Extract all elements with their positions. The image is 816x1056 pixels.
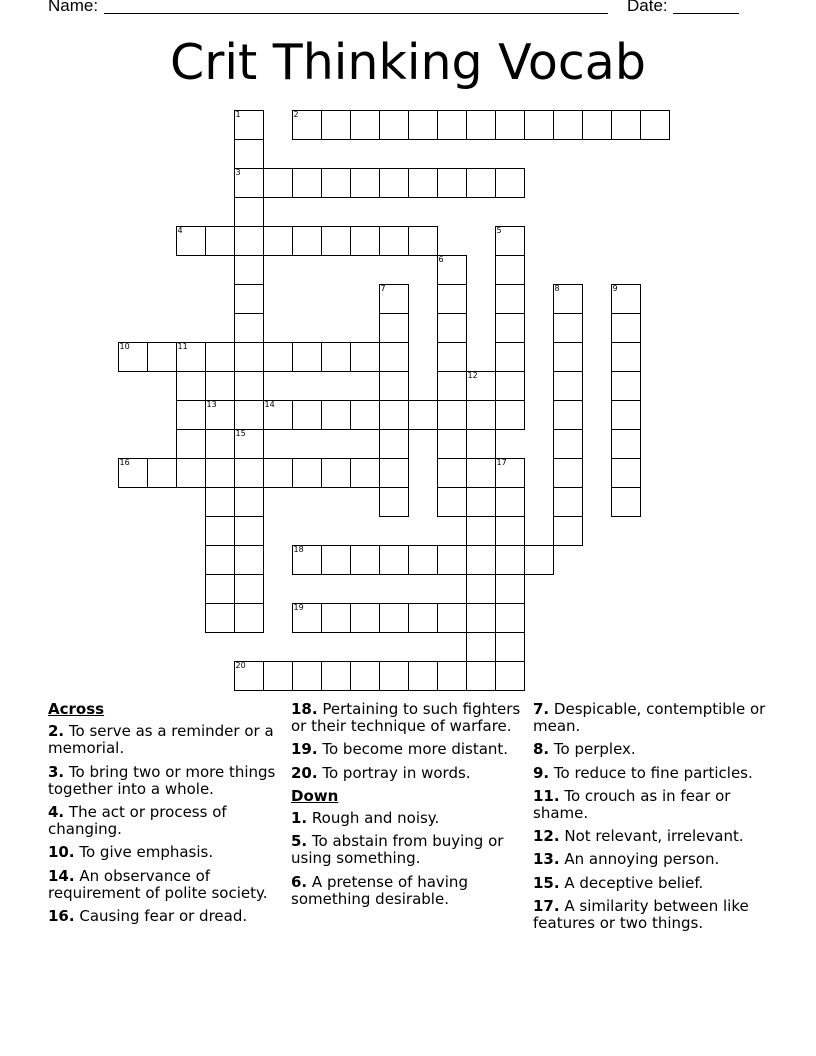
crossword-cell[interactable] — [437, 603, 467, 633]
clue-number: 1 — [235, 109, 241, 119]
crossword-cell[interactable] — [350, 168, 380, 198]
crossword-cell[interactable] — [321, 226, 351, 256]
crossword-cell[interactable] — [379, 603, 409, 633]
crossword-cell[interactable] — [292, 661, 322, 691]
crossword-cell[interactable] — [321, 661, 351, 691]
crossword-cell[interactable] — [176, 342, 206, 372]
crossword-cell[interactable] — [379, 545, 409, 575]
crossword-cell[interactable] — [263, 458, 293, 488]
across-clue: 10. To give emphasis. — [48, 843, 214, 862]
crossword-cell[interactable] — [611, 371, 641, 401]
crossword-cell[interactable] — [495, 487, 525, 517]
crossword-cell[interactable] — [350, 226, 380, 256]
crossword-cell[interactable] — [437, 545, 467, 575]
across-clue: 20. To portray in words. — [291, 763, 471, 782]
crossword-cell[interactable] — [350, 400, 380, 430]
clue-number: 4 — [177, 225, 183, 235]
crossword-cell[interactable] — [611, 429, 641, 459]
down-clue: 13. An annoying person. — [533, 850, 720, 869]
crossword-cell[interactable] — [495, 574, 525, 604]
crossword-cell[interactable] — [263, 226, 293, 256]
crossword-cell[interactable] — [408, 400, 438, 430]
crossword-cell[interactable] — [495, 110, 525, 140]
crossword-cell[interactable] — [292, 226, 322, 256]
crossword-cell[interactable] — [350, 458, 380, 488]
clue-number: 19 — [293, 602, 304, 612]
crossword-cell[interactable] — [234, 284, 264, 314]
crossword-cell[interactable] — [553, 400, 583, 430]
crossword-cell[interactable] — [611, 487, 641, 517]
crossword-cell[interactable] — [176, 226, 206, 256]
crossword-cell[interactable] — [205, 516, 235, 546]
crossword-cell[interactable] — [553, 429, 583, 459]
crossword-cell[interactable] — [495, 632, 525, 662]
crossword-cell[interactable] — [234, 545, 264, 575]
crossword-cell[interactable] — [292, 110, 322, 140]
crossword-cell[interactable] — [350, 110, 380, 140]
crossword-cell[interactable] — [205, 226, 235, 256]
crossword-cell[interactable] — [379, 429, 409, 459]
crossword-cell[interactable] — [495, 603, 525, 633]
crossword-cell[interactable] — [495, 168, 525, 198]
crossword-cell[interactable] — [466, 110, 496, 140]
crossword-cell[interactable] — [379, 313, 409, 343]
crossword-cell[interactable] — [437, 661, 467, 691]
crossword-cell[interactable] — [611, 458, 641, 488]
crossword-cell[interactable] — [524, 545, 554, 575]
clue-number: 5 — [496, 225, 502, 235]
crossword-cell[interactable] — [234, 313, 264, 343]
across-clue: 3. To bring two or more things together into a whole. — [48, 762, 276, 798]
crossword-cell[interactable] — [437, 429, 467, 459]
crossword-cell[interactable] — [263, 661, 293, 691]
crossword-cell[interactable] — [292, 603, 322, 633]
crossword-cell[interactable] — [234, 429, 264, 459]
crossword-cell[interactable] — [495, 661, 525, 691]
crossword-cell[interactable] — [234, 487, 264, 517]
clue-number: 8 — [554, 283, 560, 293]
crossword-cell[interactable] — [495, 313, 525, 343]
clue-number: 16 — [119, 457, 130, 467]
down-heading: Down — [291, 786, 339, 805]
crossword-cell[interactable] — [292, 400, 322, 430]
crossword-cell[interactable] — [495, 458, 525, 488]
crossword-cell[interactable] — [553, 516, 583, 546]
crossword-cell[interactable] — [437, 371, 467, 401]
down-clue: 17. A similarity between like features or two things. — [533, 896, 749, 933]
down-clue: 8. To perplex. — [533, 740, 636, 759]
crossword-cell[interactable] — [350, 342, 380, 372]
crossword-cell[interactable] — [234, 197, 264, 227]
crossword-cell[interactable] — [611, 342, 641, 372]
down-clue: 6. A pretense of having something desirable. — [291, 872, 468, 908]
down-clue: 9. To reduce to fine particles. — [533, 763, 753, 782]
across-heading: Across — [48, 700, 105, 718]
crossword-cell[interactable] — [611, 110, 641, 140]
crossword-cell[interactable] — [379, 400, 409, 430]
crossword-cell[interactable] — [408, 545, 438, 575]
crossword-cell[interactable] — [234, 255, 264, 285]
crossword-cell[interactable] — [176, 400, 206, 430]
down-clue: 11. To crouch as in fear or shame. — [533, 786, 731, 823]
clue-number: 2 — [293, 109, 299, 119]
crossword-cell[interactable] — [205, 487, 235, 517]
crossword-cell[interactable] — [263, 342, 293, 372]
crossword-cell[interactable] — [553, 487, 583, 517]
crossword-cell[interactable] — [611, 284, 641, 314]
crossword-cell[interactable] — [495, 342, 525, 372]
crossword-cell[interactable] — [553, 284, 583, 314]
crossword-cell[interactable] — [263, 400, 293, 430]
across-clue: 16. Causing fear or dread. — [48, 907, 248, 926]
crossword-cell[interactable] — [466, 400, 496, 430]
clue-column-3 — [533, 701, 769, 938]
crossword-cell[interactable] — [437, 458, 467, 488]
crossword-cell[interactable] — [437, 342, 467, 372]
crossword-cell[interactable] — [205, 603, 235, 633]
crossword-cell[interactable] — [147, 342, 177, 372]
crossword-cell[interactable] — [205, 574, 235, 604]
clue-number: 10 — [119, 341, 130, 351]
page-title: Crit Thinking Vocab — [170, 34, 646, 91]
crossword-cell[interactable] — [408, 110, 438, 140]
crossword-cell[interactable] — [379, 226, 409, 256]
clue-number: 12 — [467, 370, 478, 380]
crossword-cell[interactable] — [466, 574, 496, 604]
crossword-cell[interactable] — [437, 487, 467, 517]
crossword-cell[interactable] — [495, 226, 525, 256]
clue-number: 6 — [438, 254, 444, 264]
crossword-cell[interactable] — [234, 661, 264, 691]
crossword-cell[interactable] — [466, 545, 496, 575]
crossword-cell[interactable] — [176, 371, 206, 401]
clue-number: 15 — [235, 428, 246, 438]
crossword-cell[interactable] — [437, 284, 467, 314]
crossword-cell[interactable] — [205, 458, 235, 488]
crossword-cell[interactable] — [147, 458, 177, 488]
crossword-cell[interactable] — [292, 168, 322, 198]
clue-number: 17 — [496, 457, 507, 467]
crossword-cell[interactable] — [495, 284, 525, 314]
down-clue: 5. To abstain from buying or using something. — [291, 832, 504, 868]
crossword-cell[interactable] — [234, 371, 264, 401]
crossword-cell[interactable] — [350, 603, 380, 633]
crossword-cell[interactable] — [321, 545, 351, 575]
crossword-cell[interactable] — [379, 458, 409, 488]
clue-column-1 — [48, 701, 284, 931]
crossword-cell[interactable] — [379, 110, 409, 140]
crossword-cell[interactable] — [582, 110, 612, 140]
crossword-cell[interactable] — [321, 458, 351, 488]
crossword-cell[interactable] — [466, 168, 496, 198]
crossword-cell[interactable] — [466, 603, 496, 633]
across-clue: 19. To become more distant. — [291, 740, 509, 759]
name-label: Name: — [48, 0, 99, 15]
crossword-cell[interactable] — [466, 632, 496, 662]
crossword-cell[interactable] — [495, 255, 525, 285]
crossword-cell[interactable] — [234, 516, 264, 546]
crossword-cell[interactable] — [379, 661, 409, 691]
clue-number: 9 — [612, 283, 618, 293]
down-clue: 15. A deceptive belief. — [533, 873, 704, 892]
crossword-cell[interactable] — [379, 487, 409, 517]
crossword-cell[interactable] — [553, 371, 583, 401]
crossword-cell[interactable] — [176, 429, 206, 459]
crossword-cell[interactable] — [524, 110, 554, 140]
clue-number: 7 — [380, 283, 386, 293]
across-clue: 14. An observance of requirement of polite society. — [48, 866, 268, 902]
crossword-cell[interactable] — [640, 110, 670, 140]
crossword-cell[interactable] — [495, 516, 525, 546]
crossword-cell[interactable] — [437, 168, 467, 198]
crossword-cell[interactable] — [292, 545, 322, 575]
crossword-cell[interactable] — [495, 371, 525, 401]
crossword-cell[interactable] — [205, 400, 235, 430]
crossword-cell[interactable] — [437, 313, 467, 343]
crossword-cell[interactable] — [234, 603, 264, 633]
clue-number: 18 — [293, 544, 304, 554]
crossword-cell[interactable] — [466, 458, 496, 488]
crossword-cell[interactable] — [553, 313, 583, 343]
crossword-cell[interactable] — [611, 313, 641, 343]
crossword-cell[interactable] — [176, 458, 206, 488]
crossword-cell[interactable] — [466, 516, 496, 546]
crossword-cell[interactable] — [437, 110, 467, 140]
crossword-cell[interactable] — [553, 342, 583, 372]
crossword-cell[interactable] — [466, 661, 496, 691]
crossword-cell[interactable] — [379, 168, 409, 198]
down-clue: 7. Despicable, contemptible or mean. — [533, 700, 766, 736]
crossword-cell[interactable] — [466, 429, 496, 459]
crossword-cell[interactable] — [495, 545, 525, 575]
crossword-cell[interactable] — [234, 139, 264, 169]
crossword-cell[interactable] — [234, 458, 264, 488]
crossword-cell[interactable] — [437, 400, 467, 430]
crossword-cell[interactable] — [118, 458, 148, 488]
crossword-cell[interactable] — [611, 400, 641, 430]
crossword-cell[interactable] — [234, 168, 264, 198]
crossword-cell[interactable] — [350, 661, 380, 691]
crossword-cell[interactable] — [408, 226, 438, 256]
across-clue: 18. Pertaining to such fighters or their technique of warfare. — [291, 700, 521, 736]
crossword-cell[interactable] — [379, 342, 409, 372]
clue-number: 20 — [235, 660, 246, 670]
crossword-cell[interactable] — [408, 168, 438, 198]
clue-number: 14 — [264, 399, 275, 409]
down-clue: 12. Not relevant, irrelevant. — [533, 827, 744, 846]
crossword-cell[interactable] — [408, 661, 438, 691]
crossword-cell[interactable] — [466, 371, 496, 401]
crossword-cell[interactable] — [495, 400, 525, 430]
crossword-cell[interactable] — [118, 342, 148, 372]
crossword-cell[interactable] — [234, 226, 264, 256]
crossword-cell[interactable] — [437, 255, 467, 285]
crossword-cell[interactable] — [205, 545, 235, 575]
date-label: Date: — [627, 0, 668, 15]
across-clue: 4. The act or process of changing. — [48, 803, 227, 839]
crossword-cell[interactable] — [234, 342, 264, 372]
crossword-cell[interactable] — [379, 284, 409, 314]
crossword-cell[interactable] — [321, 603, 351, 633]
clue-number: 13 — [206, 399, 217, 409]
crossword-cell[interactable] — [408, 603, 438, 633]
crossword-cell[interactable] — [292, 342, 322, 372]
crossword-cell[interactable] — [466, 487, 496, 517]
crossword-cell[interactable] — [379, 371, 409, 401]
crossword-cell[interactable] — [321, 400, 351, 430]
clue-number: 3 — [235, 167, 241, 177]
crossword-cell[interactable] — [553, 458, 583, 488]
crossword-cell[interactable] — [292, 458, 322, 488]
crossword-cell[interactable] — [321, 168, 351, 198]
across-clue: 2. To serve as a reminder or a memorial. — [48, 722, 274, 758]
crossword-cell[interactable] — [263, 168, 293, 198]
down-clue: 1. Rough and noisy. — [291, 809, 440, 828]
crossword-cell[interactable] — [321, 110, 351, 140]
clue-column-2 — [291, 701, 527, 914]
crossword-cell[interactable] — [321, 342, 351, 372]
crossword-cell[interactable] — [234, 574, 264, 604]
crossword-cell[interactable] — [553, 110, 583, 140]
crossword-cell[interactable] — [205, 342, 235, 372]
clue-number: 11 — [177, 341, 188, 351]
crossword-cell[interactable] — [234, 110, 264, 140]
crossword-cell[interactable] — [350, 545, 380, 575]
crossword-cell[interactable] — [205, 429, 235, 459]
